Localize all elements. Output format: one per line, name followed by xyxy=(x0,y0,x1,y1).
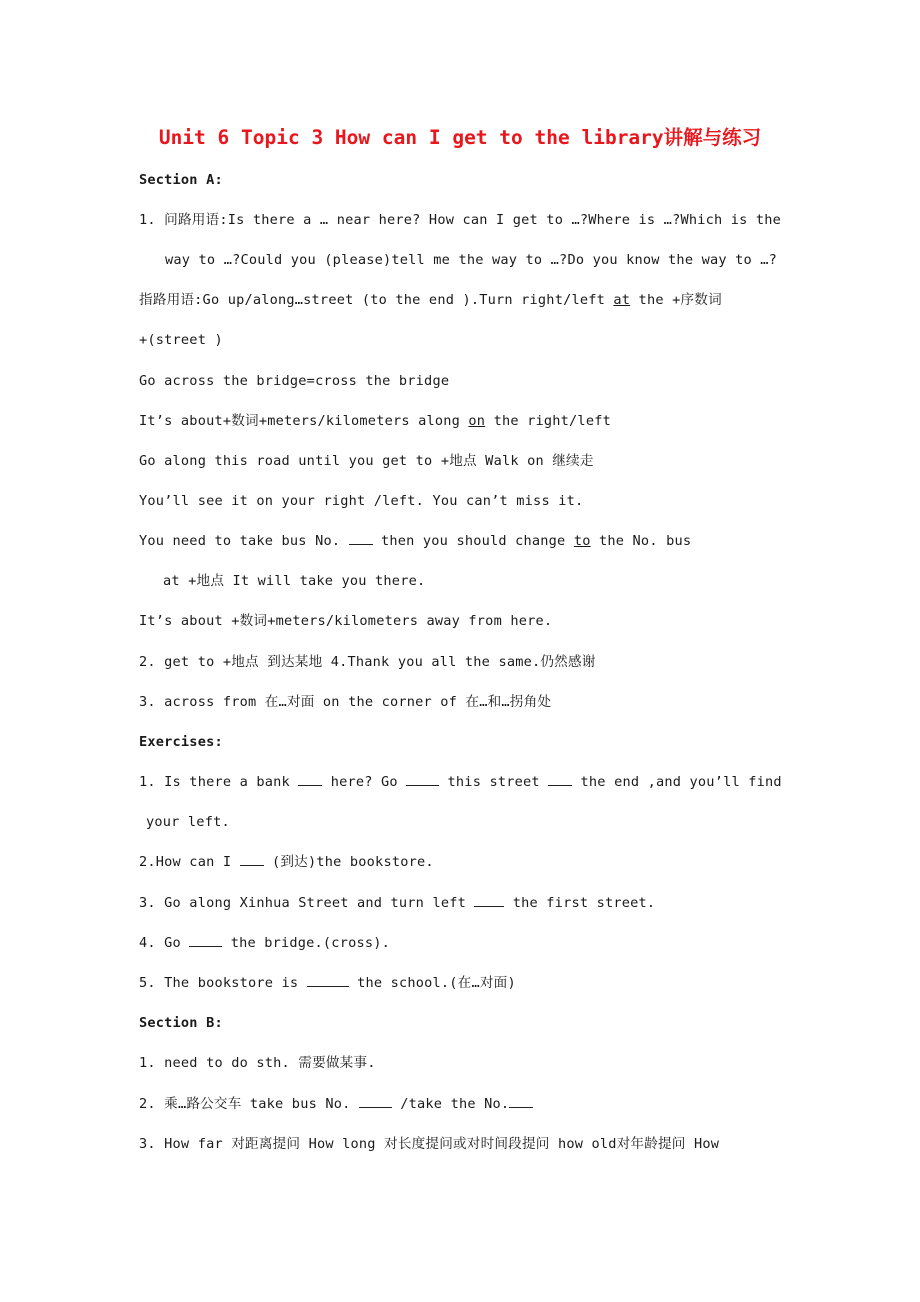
text-span: 指路用语:Go up/along…street (to the end ).Turn right/left xyxy=(139,292,614,308)
text-line: You’ll see it on your right /left. You can’t miss it. xyxy=(139,493,584,509)
text-span: 2. 乘…路公交车 take bus No. xyxy=(139,1096,359,1112)
exercise-item-continued: your left. xyxy=(146,814,230,830)
text-line: at +地点 It will take you there. xyxy=(163,573,426,589)
text-span: then you should change xyxy=(372,533,574,549)
underlined-word: on xyxy=(468,413,486,429)
fill-blank xyxy=(474,893,504,907)
text-line: Go along this road until you get to +地点 Walk on 继续走 xyxy=(139,453,594,469)
text-span: the end ,and you’ll find xyxy=(572,774,782,790)
fill-blank xyxy=(509,1094,533,1108)
exercises-heading: Exercises: xyxy=(139,734,223,750)
text-span: 3. Go along Xinhua Street and turn left xyxy=(139,895,475,911)
exercise-item xyxy=(139,933,390,953)
text-span: (到达)the bookstore. xyxy=(263,854,434,870)
text-line: 2. get to +地点 到达某地 4.Thank you all the same.仍然感谢 xyxy=(139,654,596,670)
text-span: It’s about+数词+meters/kilometers along xyxy=(139,413,469,429)
text-line: 3. How far 对距离提问 How long 对长度提问或对时间段提问 how old对年龄提问 How xyxy=(139,1136,720,1152)
text-span: 4. Go xyxy=(139,935,190,951)
fill-blank xyxy=(298,772,322,786)
text-span: this street xyxy=(439,774,549,790)
text-span: the +序数词 xyxy=(630,292,722,308)
exercise-item xyxy=(139,893,655,913)
underlined-word: at xyxy=(613,292,631,308)
text-span: You need to take bus No. xyxy=(139,533,349,549)
section-a-heading: Section A: xyxy=(139,172,223,188)
underlined-word: to xyxy=(573,533,591,549)
text-line: It’s about +数词+meters/kilometers away from here. xyxy=(139,613,553,629)
fill-blank xyxy=(240,852,264,866)
exercise-item xyxy=(139,852,434,872)
fill-blank xyxy=(189,933,222,947)
text-span: 1. Is there a bank xyxy=(139,774,299,790)
fill-blank xyxy=(307,973,349,987)
exercise-item xyxy=(139,973,516,993)
text-line xyxy=(139,531,691,551)
text-line xyxy=(139,411,611,431)
text-line: Go across the bridge=cross the bridge xyxy=(139,373,450,389)
exercise-item xyxy=(139,772,782,792)
text-span: 5. The bookstore is xyxy=(139,975,307,991)
text-line xyxy=(139,290,722,310)
text-line xyxy=(139,1094,533,1114)
text-span: here? Go xyxy=(322,774,407,790)
text-line: 1. need to do sth. 需要做某事. xyxy=(139,1055,376,1071)
text-line: 3. across from 在…对面 on the corner of 在…和…拐角处 xyxy=(139,694,552,710)
text-span: 2.How can I xyxy=(139,854,240,870)
text-line: +(street ) xyxy=(139,332,223,348)
document-title: Unit 6 Topic 3 How can I get to the library讲解与练习 xyxy=(158,126,762,149)
fill-blank xyxy=(548,772,572,786)
text-line: way to …?Could you (please)tell me the way to …?Do you know the way to …? xyxy=(165,252,778,268)
text-span: the No. bus xyxy=(590,533,692,549)
fill-blank xyxy=(349,531,373,545)
text-span: the bridge.(cross). xyxy=(222,935,390,951)
section-b-heading: Section B: xyxy=(139,1015,223,1031)
fill-blank xyxy=(359,1094,392,1108)
text-line: 1. 问路用语:Is there a … near here? How can I get to …?Where is …?Which is the xyxy=(139,212,782,228)
text-span: the first street. xyxy=(504,895,656,911)
text-span: the right/left xyxy=(485,413,611,429)
text-span: the school.(在…对面) xyxy=(348,975,516,991)
fill-blank xyxy=(406,772,439,786)
text-span: /take the No. xyxy=(391,1096,510,1112)
